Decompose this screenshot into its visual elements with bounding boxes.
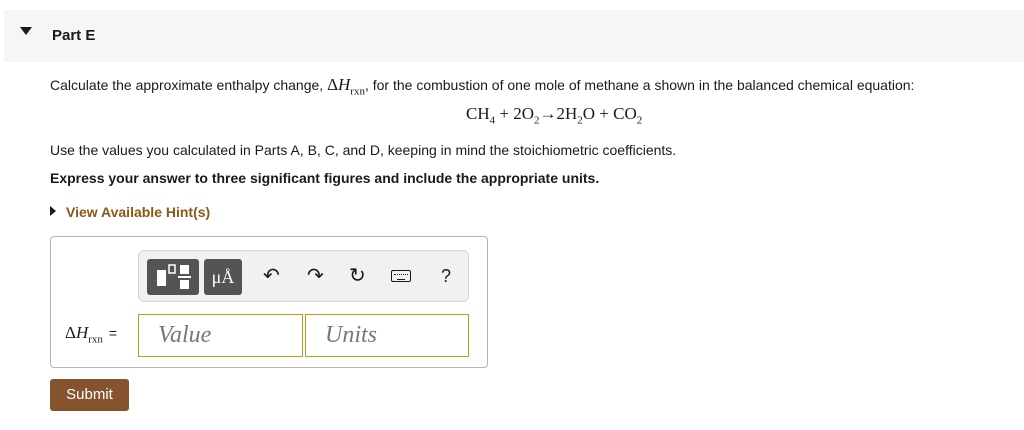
delta-symbol: Δ xyxy=(327,75,339,94)
answer-format-instruction: Express your answer to three significant figures and include the appropriate units. xyxy=(50,170,600,186)
view-hints-link[interactable] xyxy=(50,204,210,220)
eq-sub-2c: 2 xyxy=(636,114,643,127)
question-text-after: , for the combustion of one mole of methane a shown in the balanced chemical equation: xyxy=(364,77,915,93)
delta-h-rxn-symbol xyxy=(327,75,365,98)
eq-arrow-h: →2H xyxy=(539,104,578,123)
help-icon[interactable]: ? xyxy=(441,266,452,286)
collapse-arrow-icon[interactable] xyxy=(20,27,32,35)
redo-icon[interactable]: ↷ xyxy=(307,265,324,287)
eq-o-co: O + CO xyxy=(582,104,637,123)
question-text xyxy=(50,75,914,97)
expand-arrow-icon xyxy=(50,206,56,216)
units-button[interactable]: μÅ xyxy=(204,259,242,295)
question-text-before: Calculate the approximate enthalpy change, xyxy=(50,77,328,93)
value-input[interactable] xyxy=(138,314,303,357)
h-symbol: H xyxy=(338,75,351,94)
answer-rxn-subscript: rxn xyxy=(88,333,103,346)
eq-ch: CH xyxy=(466,104,490,123)
answer-box xyxy=(50,236,488,368)
answer-label xyxy=(65,323,117,345)
templates-icon xyxy=(147,259,199,295)
eq-sub-4: 4 xyxy=(489,114,496,127)
math-toolbar xyxy=(138,250,469,302)
units-placeholder: Units xyxy=(325,322,378,348)
undo-icon[interactable]: ↶ xyxy=(263,265,280,287)
submit-button[interactable]: Submit xyxy=(50,379,129,411)
answer-h: H xyxy=(75,323,89,342)
eq-o2: + 2O xyxy=(495,104,534,123)
answer-delta: Δ xyxy=(65,323,76,342)
units-input[interactable] xyxy=(305,314,469,357)
templates-button[interactable] xyxy=(147,259,199,295)
eq-sub-2a: 2 xyxy=(534,114,540,127)
view-hints-label: View Available Hint(s) xyxy=(66,204,211,220)
value-placeholder: Value xyxy=(158,322,212,348)
equals-sign: = xyxy=(108,325,118,341)
keyboard-icon[interactable] xyxy=(391,270,411,282)
rxn-subscript: rxn xyxy=(350,85,365,98)
reset-icon[interactable]: ↻ xyxy=(349,265,366,287)
chemical-equation xyxy=(466,104,642,126)
eq-sub-2b: 2 xyxy=(577,114,583,127)
part-title: Part E xyxy=(52,27,96,44)
instruction-text: Use the values you calculated in Parts A, B, C, and D, keeping in mind the stoichiometric coefficients. xyxy=(50,142,677,158)
part-header xyxy=(4,10,1024,62)
